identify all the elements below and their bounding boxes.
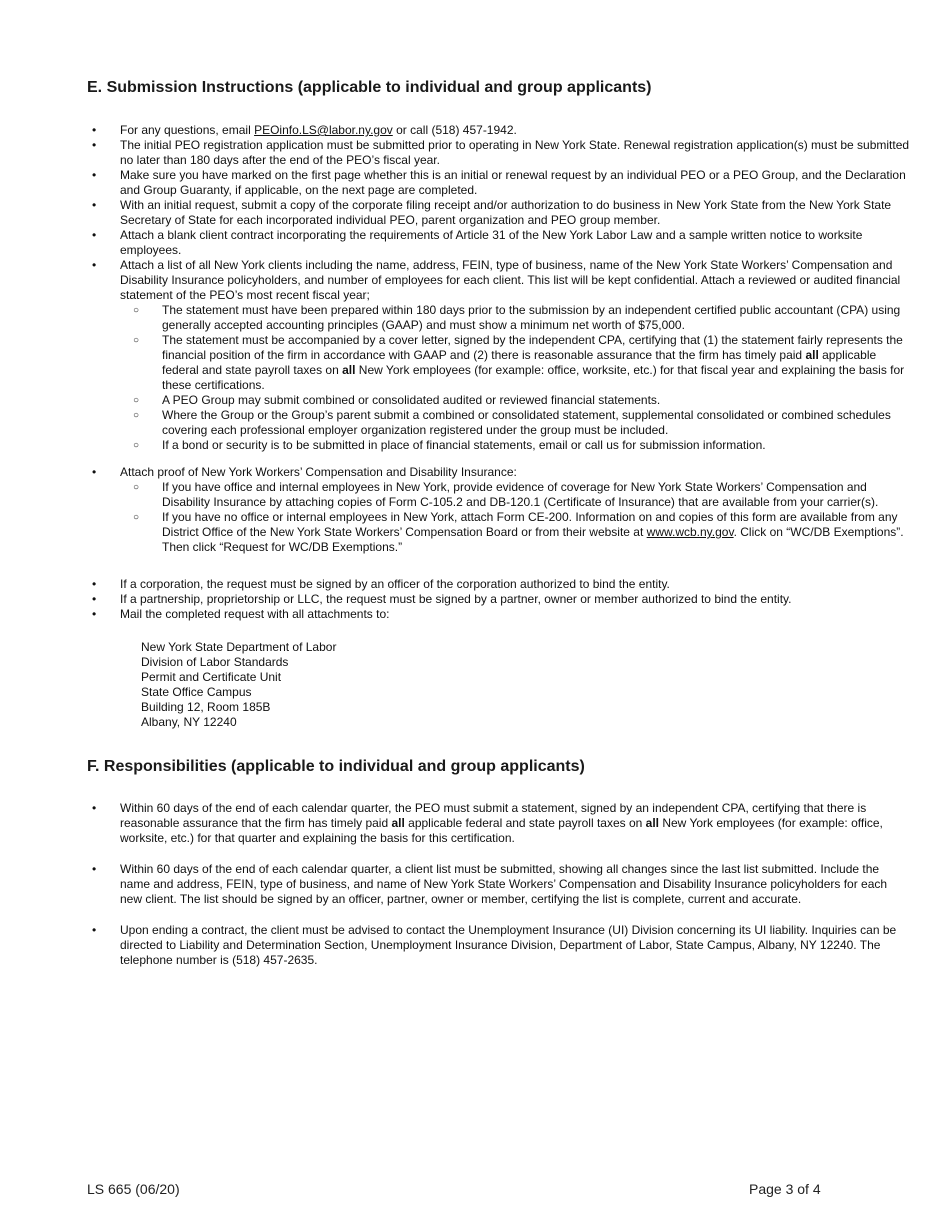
- list-item: • Make sure you have marked on the first page whether this is an initial or renewal request by an individual PEO or a PEO Group, and the Declaration and Group Guaranty, if applicable, on the next page are completed.: [92, 168, 912, 198]
- list-item: • If a corporation, the request must be signed by an officer of the corporation authorized to bind the entity.: [92, 577, 912, 592]
- list-item: • With an initial request, submit a copy of the corporate filing receipt and/or authorization to do business in New York State from the New York State Secretary of State for each incorporated individual PEO, parent organization and PEO group member.: [92, 198, 912, 228]
- list-item: • Attach a blank client contract incorporating the requirements of Article 31 of the New York Labor Law and a sample written notice to worksite employees.: [92, 228, 912, 258]
- address-line: Division of Labor Standards: [141, 655, 289, 669]
- emphasis-text: all: [645, 816, 659, 830]
- item-text: For any questions, email: [120, 123, 255, 137]
- address-line: Albany, NY 12240: [141, 715, 237, 729]
- address-line: New York State Department of Labor: [141, 640, 337, 654]
- list-item: [92, 465, 912, 555]
- item-text: Attach a list of all New York clients including the name, address, FEIN, type of business, name of the New York State Workers’ Compensation and Disability Insurance policyholders, and number of employees for each client. This list will be kept confidential. Attach a reviewed or audited financial statement of the PEO’s most recent fiscal year;: [120, 258, 901, 302]
- financial-statement-sublist: [120, 303, 912, 453]
- item-text: . Click on “WC/DB Exemptions”. Then click “Request for WC/DB Exemptions.”: [162, 525, 904, 554]
- list-item: • Within 60 days of the end of each calendar quarter, a client list must be submitted, showing all changes since the last list submitted. Include the name and address, FEIN, type of business, and name of New York State Workers’ Compensation and Disability Insurance policyholders for each new client. The list should be signed by an officer, partner, owner or member, certifying the list is complete, current and accurate.: [92, 862, 912, 907]
- sub-list-item: ○ If you have office and internal employees in New York, provide evidence of coverage for New York State Workers’ Compensation and Disability Insurance by attaching copies of Form C-105.2 and DB-120.1 (Certificate of Insurance) that are available from your carrier(s).: [120, 480, 912, 510]
- sub-list-item: [120, 333, 912, 393]
- item-text: applicable federal and state payroll taxes on: [404, 816, 646, 830]
- sub-list-item: ○ A PEO Group may submit combined or consolidated audited or reviewed financial statements.: [120, 393, 912, 408]
- emphasis-text: all: [342, 363, 356, 377]
- form-id-footer: LS 665 (06/20): [87, 1181, 180, 1197]
- list-item: [92, 801, 912, 846]
- list-item: • The initial PEO registration application must be submitted prior to operating in New York State. Renewal registration application(s) must be submitted no later than 180 days after the end of the PEO’s fiscal year.: [92, 138, 912, 168]
- address-line: Permit and Certificate Unit: [141, 670, 282, 684]
- list-item: • Mail the completed request with all attachments to:: [92, 607, 912, 622]
- emphasis-text: all: [805, 348, 819, 362]
- list-item: • Upon ending a contract, the client must be advised to contact the Unemployment Insurance (UI) Division concerning its UI liability. Inquiries can be directed to Liability and Determination Section, Unemployment Insurance Division, Department of Labor, State Campus, Albany, NY 12240. The telephone number is (518) 457-2635.: [92, 923, 912, 968]
- insurance-sublist: [120, 480, 912, 555]
- page-number-footer: Page 3 of 4: [749, 1181, 821, 1197]
- list-item: [92, 258, 912, 453]
- item-text: New York employees (for example: office, worksite, etc.) for that quarter and explaining the basis for this certification.: [120, 816, 883, 845]
- responsibilities-list: [92, 801, 912, 984]
- sub-list-item: ○ If a bond or security is to be submitted in place of financial statements, email or call us for submission information.: [120, 438, 912, 453]
- item-text: applicable federal and state payroll taxes on: [162, 348, 877, 377]
- submission-instructions-list: [92, 123, 912, 453]
- item-text: or call (518) 457-1942.: [392, 123, 517, 137]
- insurance-proof-list: [92, 465, 912, 555]
- item-text: Within 60 days of the end of each calendar quarter, the PEO must submit a statement, signed by an independent CPA, certifying that there is reasonable assurance that the firm has timely paid: [120, 801, 867, 830]
- email-link[interactable]: PEOinfo.LS@labor.ny.gov: [254, 123, 393, 137]
- item-text: New York employees (for example: office, worksite, etc.) for that fiscal year and explaining the basis for these certifications.: [162, 363, 905, 392]
- address-line: Building 12, Room 185B: [141, 700, 271, 714]
- address-line: State Office Campus: [141, 685, 252, 699]
- mailing-address: [141, 640, 336, 730]
- section-e-heading: E. Submission Instructions (applicable to individual and group applicants): [87, 79, 652, 96]
- item-text: Attach proof of New York Workers’ Compensation and Disability Insurance:: [120, 465, 517, 479]
- item-text: The statement must be accompanied by a cover letter, signed by the independent CPA, certifying that (1) the statement fairly represents the financial position of the firm in accordance with GAAP and (2) there is reasonable assurance that the firm has timely paid: [162, 333, 903, 362]
- emphasis-text: all: [391, 816, 405, 830]
- section-f-heading: F. Responsibilities (applicable to individual and group applicants): [87, 758, 585, 775]
- list-item: [92, 123, 912, 138]
- sub-list-item: [120, 510, 912, 555]
- wcb-website-link[interactable]: www.wcb.ny.gov: [646, 525, 734, 539]
- list-item: • If a partnership, proprietorship or LLC, the request must be signed by a partner, owner or member authorized to bind the entity.: [92, 592, 912, 607]
- sub-list-item: ○ Where the Group or the Group’s parent submit a combined or consolidated statement, supplemental consolidated or combined schedules covering each professional employer organization registered under the group must be included.: [120, 408, 912, 438]
- sub-list-item: ○ The statement must have been prepared within 180 days prior to the submission by an independent certified public accountant (CPA) using generally accepted accounting principles (GAAP) and must show a minimum net worth of $75,000.: [120, 303, 912, 333]
- item-text: If you have no office or internal employees in New York, attach Form CE-200. Information on and copies of this form are available from any District Office of the New York State Workers’ Compensation Board or from their website at: [162, 510, 898, 539]
- signing-mailing-list: [92, 577, 912, 622]
